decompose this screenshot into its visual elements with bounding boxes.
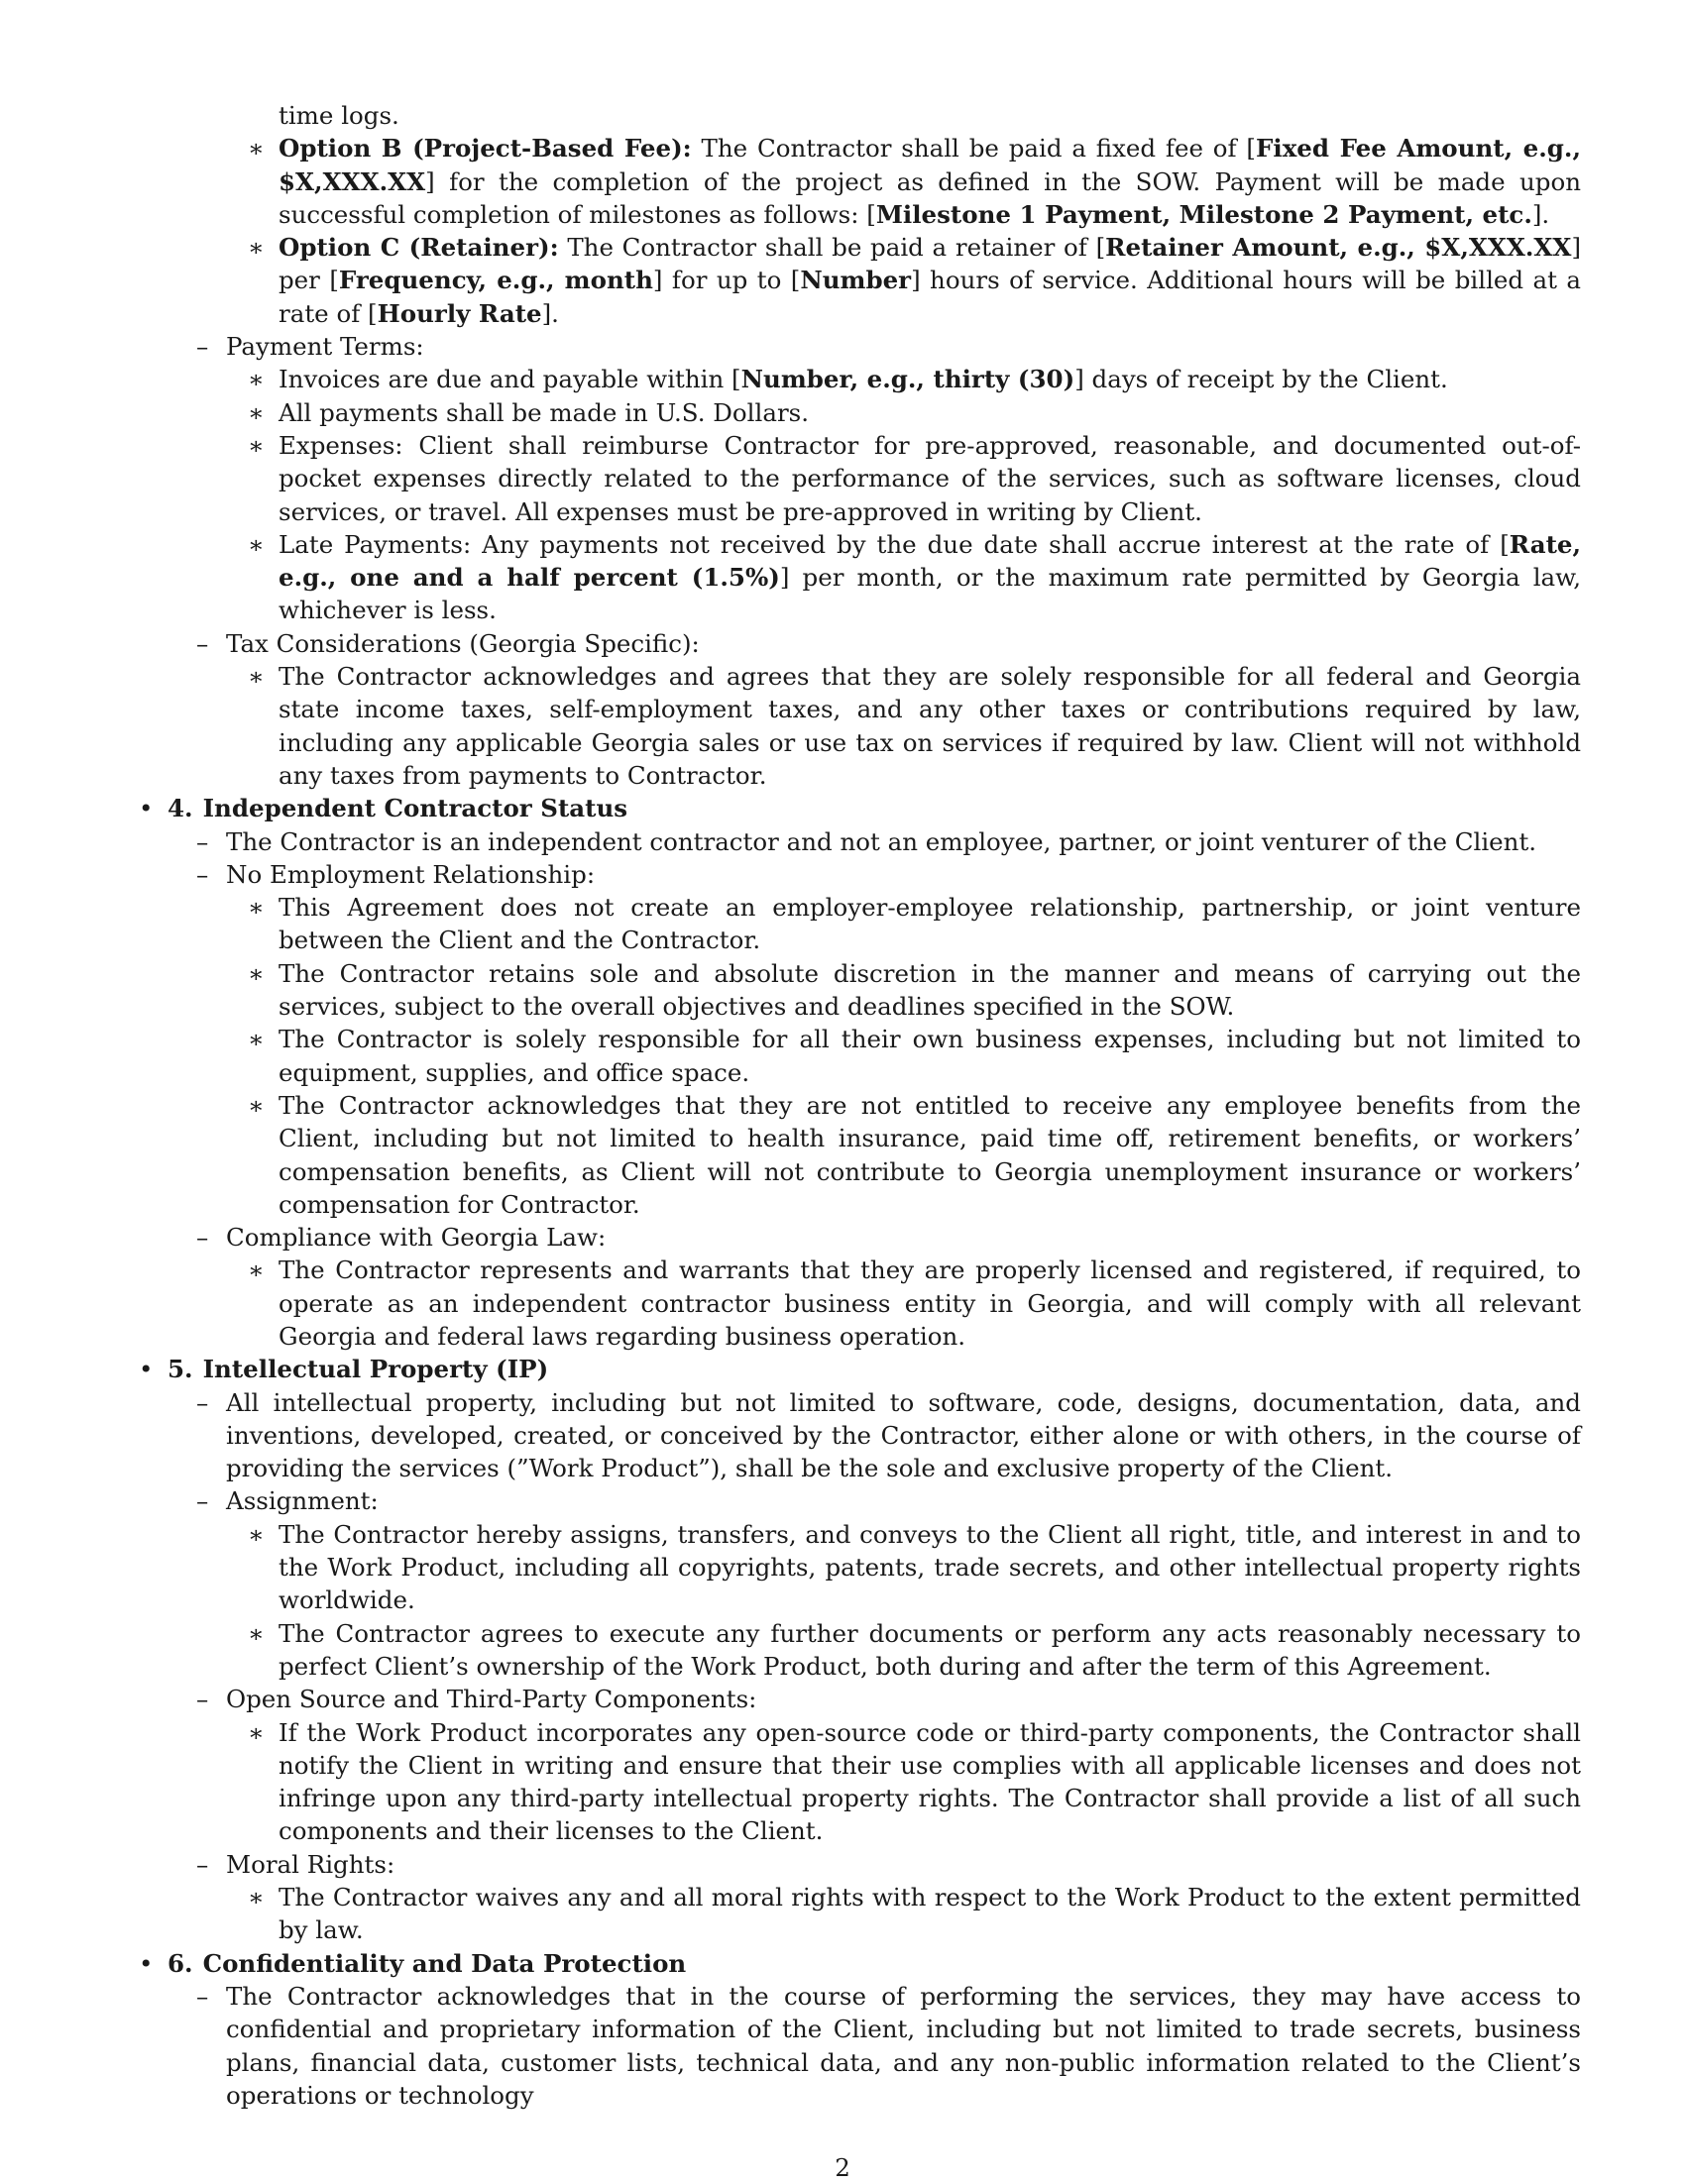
text-run: ] per [ <box>279 233 1581 295</box>
text-run: No Employment Relationship: <box>226 859 596 889</box>
text-run: The Contractor represents and warrants that they are properly licensed and registered, if required, to operate as an independent contractor business entity in Georgia, and will comply with all relevant Georgia and federal laws regarding business operation. <box>279 1256 1581 1351</box>
asterisk-icon: ∗ <box>248 1519 265 1549</box>
section-heading <box>139 1947 1581 1980</box>
text-run: ] for the completion of the project as defined in the SOW. Payment will be made upon successful completion of milestones as follows: [ <box>279 166 1581 229</box>
text-run: ] days of receipt by the Client. <box>1074 365 1448 394</box>
list-item <box>139 1386 1581 1485</box>
asterisk-icon: ∗ <box>248 134 265 164</box>
bold-text: Retainer Amount, e.g., $X,XXX.XX <box>1105 233 1572 263</box>
text-run: Tax Considerations (Georgia Specific): <box>226 628 700 658</box>
asterisk-icon: ∗ <box>248 1618 265 1648</box>
sub-list-item <box>139 396 1581 429</box>
text-run: The Contractor acknowledges and agrees that they are solely responsible for all federal and Georgia state income taxes, self-employment taxes, and any other taxes or contributions required by law, including any applicable Georgia sales or use tax on services if required by law. Client will not withhold any taxes from payments to Contractor. <box>279 662 1581 790</box>
sub-list-item <box>139 660 1581 792</box>
text-run: ]. <box>1531 199 1550 229</box>
text-run: Expenses: Client shall reimburse Contractor for pre-approved, reasonable, and documented out-of-pocket expenses directly related to the performance of the services, such as software licenses, cloud services, or travel. All expenses must be pre-approved in writing by Client. <box>279 430 1581 526</box>
text-run: The Contractor shall be paid a fixed fee of [ <box>691 134 1256 164</box>
text-run: The Contractor is an independent contractor and not an employee, partner, or joint venturer of the Client. <box>226 826 1537 856</box>
asterisk-icon: ∗ <box>248 1717 265 1747</box>
bold-text: Number <box>800 266 912 295</box>
text-run: The Contractor agrees to execute any further documents or perform any acts reasonably necessary to perfect Client’s ownership of the Work Product, both during and after the term of this Agreement. <box>279 1618 1581 1681</box>
asterisk-icon: ∗ <box>248 397 265 427</box>
text-run: If the Work Product incorporates any open-source code or third-party components, the Contractor shall notify the Client in writing and ensure that their use complies with all applicable licenses and does not infringe upon any third-party intellectual property rights. The Contractor shall provide a list of all such components and their licenses to the Client. <box>279 1717 1581 1846</box>
sub-list-item <box>139 231 1581 330</box>
sub-list-item <box>139 1716 1581 1848</box>
asterisk-icon: ∗ <box>248 893 265 923</box>
list-item <box>139 1683 1581 1715</box>
bullet-icon: • <box>139 1355 154 1384</box>
bold-text: Option B (Project-Based Fee): <box>279 134 692 164</box>
sub-list-item <box>139 1254 1581 1353</box>
text-run: All payments shall be made in U.S. Dollars. <box>279 397 810 427</box>
asterisk-icon: ∗ <box>248 1883 265 1912</box>
text-run: ]. <box>541 298 559 328</box>
dash-icon: – <box>196 859 209 889</box>
dash-icon: – <box>196 1223 209 1253</box>
dash-icon: – <box>196 1387 209 1417</box>
text-run: The Contractor shall be paid a retainer of [ <box>558 233 1106 263</box>
text-run: The Contractor acknowledges that in the course of performing the services, they may have access to confidential and proprietary information of the Client, including but not limited to trade secrets, business plans, financial data, customer lists, technical data, and any non-public information related to the Client’s operations or technology <box>226 1981 1581 2110</box>
list-item <box>139 1221 1581 1254</box>
text-run: Late Payments: Any payments not received by the due date shall accrue interest at the rate of [ <box>279 529 1510 559</box>
asterisk-icon: ∗ <box>248 1025 265 1054</box>
bold-text: Milestone 1 Payment, Milestone 2 Payment, etc. <box>875 199 1532 229</box>
dash-icon: – <box>196 1849 209 1879</box>
sub-list-item <box>139 132 1581 231</box>
section-number: 4. <box>168 794 193 823</box>
section-number: 5. <box>168 1355 193 1384</box>
section-heading <box>139 792 1581 824</box>
text-run: All intellectual property, including but not limited to software, code, designs, documentation, data, and inventions, developed, created, or conceived by the Contractor, either alone or with others, in the course of providing the services (”Work Product”), shall be the sole and exclusive property of the Client. <box>226 1387 1581 1483</box>
sub-list-item <box>139 1518 1581 1617</box>
bold-text: Independent Contractor Status <box>202 794 628 823</box>
text-run: This Agreement does not create an employer-employee relationship, partnership, or joint venture between the Client and the Contractor. <box>279 893 1581 955</box>
sub-list-item <box>139 1881 1581 1947</box>
sub-list-item <box>139 1023 1581 1089</box>
sub-list-item <box>139 891 1581 957</box>
list-item <box>139 825 1581 858</box>
text-run: Moral Rights: <box>226 1849 395 1879</box>
sub-list-item <box>139 429 1581 528</box>
asterisk-icon: ∗ <box>248 365 265 394</box>
text-run: Compliance with Georgia Law: <box>226 1223 607 1253</box>
list-item <box>139 858 1581 891</box>
text-run: Open Source and Third-Party Components: <box>226 1685 757 1714</box>
list-item <box>139 1848 1581 1881</box>
text-run: The Contractor waives any and all moral rights with respect to the Work Product to the extent permitted by law. <box>279 1883 1581 1945</box>
asterisk-icon: ∗ <box>248 430 265 460</box>
list-item <box>139 1484 1581 1517</box>
bold-text: Number, e.g., thirty (30) <box>740 365 1075 394</box>
sub-list-item <box>139 1617 1581 1684</box>
page-number: 2 <box>835 2153 850 2182</box>
sub-list-item <box>139 528 1581 627</box>
text-run: ] hours of service. Additional hours will be billed at a rate of [ <box>279 266 1582 328</box>
bold-text: Rate, e.g., one and a half percent (1.5%) <box>279 529 1581 593</box>
bold-text: Intellectual Property (IP) <box>202 1355 549 1384</box>
asterisk-icon: ∗ <box>248 1256 265 1285</box>
bold-text: Option C (Retainer): <box>279 233 559 263</box>
bullet-icon: • <box>139 1948 154 1978</box>
text-run: Invoices are due and payable within [ <box>279 365 741 394</box>
list-item <box>139 627 1581 660</box>
sub-list-item-continuation <box>139 99 1581 132</box>
asterisk-icon: ∗ <box>248 1090 265 1120</box>
bullet-icon: • <box>139 794 154 823</box>
text-run: time logs. <box>279 101 399 130</box>
text-run: Payment Terms: <box>226 332 424 362</box>
dash-icon: – <box>196 1486 209 1516</box>
asterisk-icon: ∗ <box>248 662 265 692</box>
dash-icon: – <box>196 826 209 856</box>
asterisk-icon: ∗ <box>248 958 265 988</box>
sub-list-item <box>139 957 1581 1024</box>
section-heading <box>139 1353 1581 1385</box>
sub-list-item <box>139 363 1581 395</box>
text-run: Assignment: <box>226 1486 379 1516</box>
agreement-body <box>139 99 1581 2112</box>
text-run: The Contractor hereby assigns, transfers, and conveys to the Client all right, title, and interest in and to the Work Product, including all copyrights, patents, trade secrets, and other intellectual property rights worldwide. <box>279 1519 1581 1615</box>
bold-text: Confidentiality and Data Protection <box>202 1948 687 1978</box>
asterisk-icon: ∗ <box>248 233 265 263</box>
bold-text: Fixed Fee Amount, e.g., $X,XXX.XX <box>279 134 1581 196</box>
list-item <box>139 330 1581 363</box>
text-run: The Contractor is solely responsible for all their own business expenses, including but not limited to equipment, supplies, and office space. <box>279 1025 1581 1087</box>
text-run: The Contractor acknowledges that they are not entitled to receive any employee benefits from the Client, including but not limited to health insurance, paid time off, retirement benefits, or workers’ compensation benefits, as Client will not contribute to Georgia unemployment insurance or workers’ compensation for Contractor. <box>279 1090 1581 1219</box>
dash-icon: – <box>196 1685 209 1714</box>
text-run: The Contractor retains sole and absolute discretion in the manner and means of carrying out the services, subject to the overall objectives and deadlines specified in the SOW. <box>279 958 1581 1022</box>
bold-text: Hourly Rate <box>377 298 542 328</box>
section-number: 6. <box>168 1948 193 1978</box>
dash-icon: – <box>196 332 209 362</box>
text-run: ] per month, or the maximum rate permitted by Georgia law, whichever is less. <box>279 563 1581 625</box>
list-item <box>139 1980 1581 2112</box>
text-run: ] for up to [ <box>652 266 801 295</box>
asterisk-icon: ∗ <box>248 529 265 559</box>
sub-list-item <box>139 1089 1581 1221</box>
dash-icon: – <box>196 628 209 658</box>
bold-text: Frequency, e.g., month <box>338 266 653 295</box>
dash-icon: – <box>196 1981 209 2011</box>
